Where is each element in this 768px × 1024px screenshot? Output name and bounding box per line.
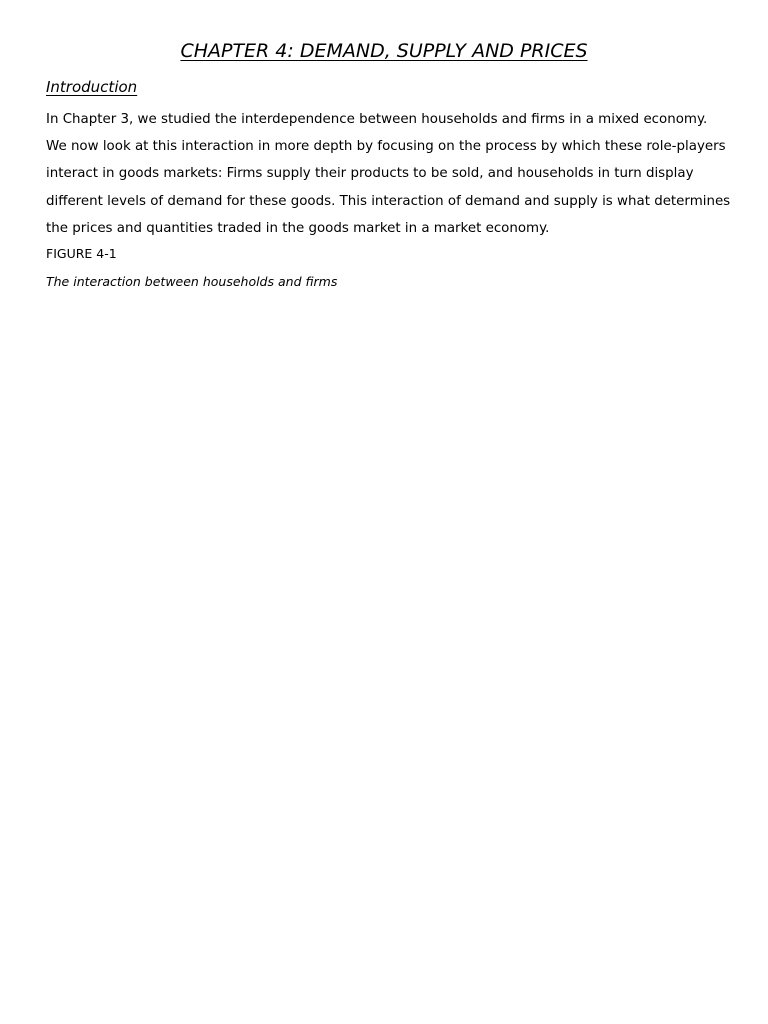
- paragraph-line: the prices and quantities traded in the goods market in a market economy.: [46, 220, 550, 236]
- paragraph-line: different levels of demand for these goods. This interaction of demand and supply is what determines: [46, 193, 731, 209]
- paragraph-line: In Chapter 3, we studied the interdependence between households and firms in a mixed economy.: [46, 112, 708, 127]
- paragraph-line: interact in goods markets: Firms supply their products to be sold, and households in turn display: [46, 166, 694, 182]
- paragraph-line: We now look at this interaction in more depth by focusing on the process by which these role-players: [46, 139, 726, 155]
- section-heading: Introduction: [46, 78, 138, 96]
- intro-paragraph: [46, 106, 731, 242]
- chapter-title: CHAPTER 4: DEMAND, SUPPLY AND PRICES: [180, 40, 588, 62]
- figure-label: FIGURE 4-1: [46, 246, 117, 261]
- figure-caption: The interaction between households and firms: [46, 274, 338, 289]
